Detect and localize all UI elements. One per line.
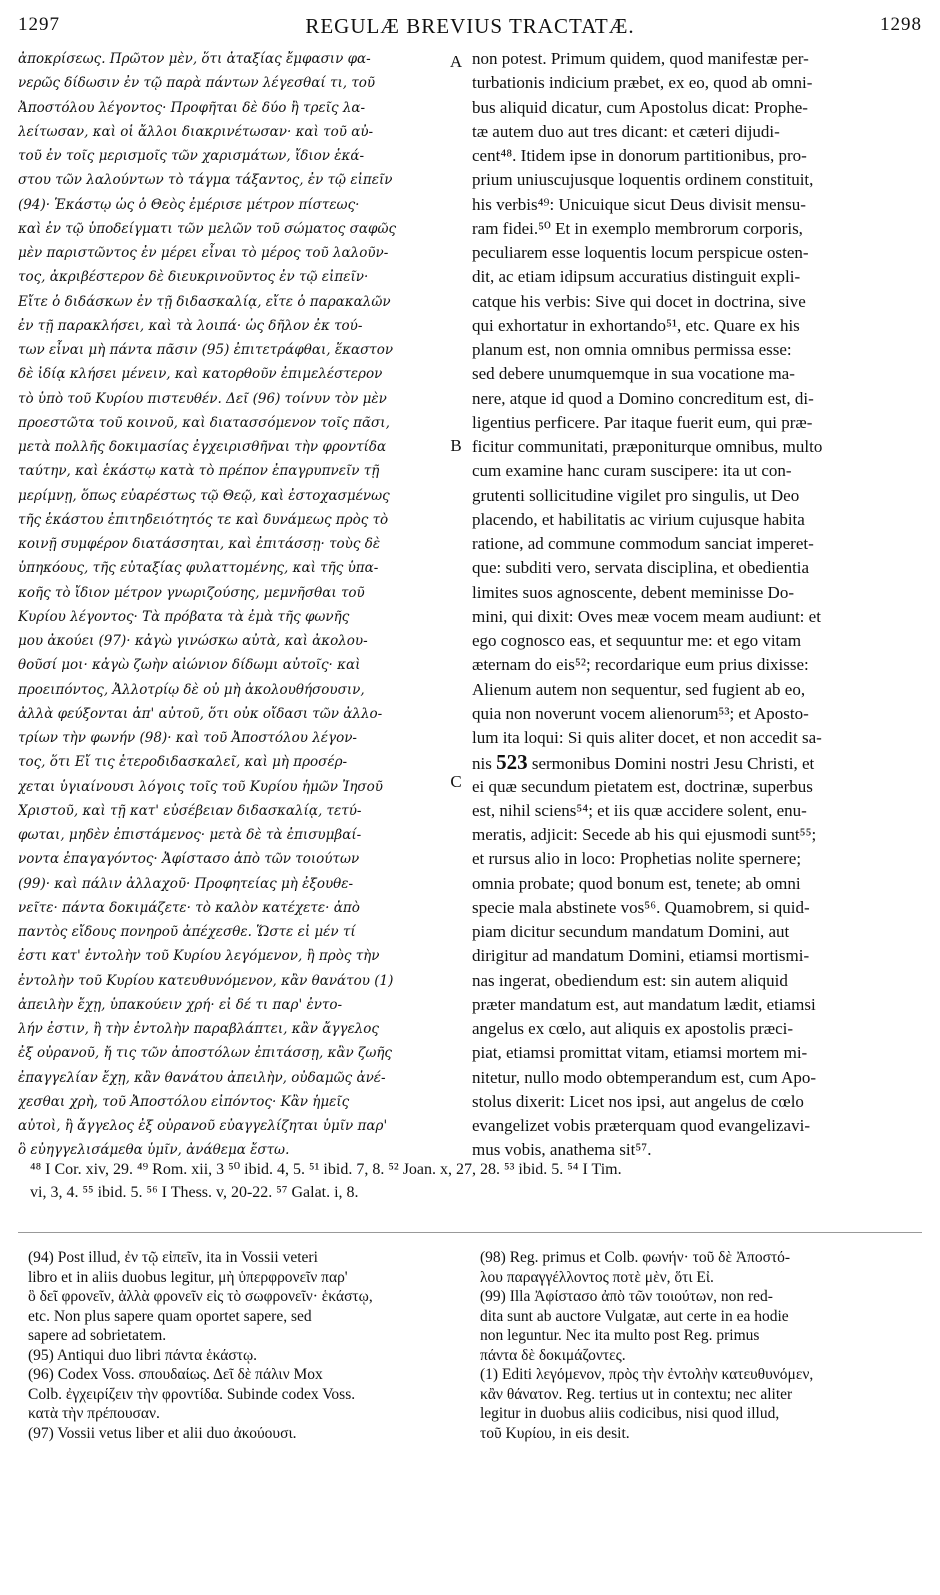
latin-text-line: ficitur communitati, præponiturque omnibus, multo [472,437,823,456]
latin-text-line: ei quæ secundum pietatem est, doctrinæ, superbus [472,776,813,796]
latin-text-line: tæ autem duo aut tres dicant: et cæteri dijudi- [472,121,780,141]
latin-text-line: cum examine hanc curam suscipere: ita ut con- [472,461,792,481]
latin-text-line: placendo, et habilitatis ac virium cujusque habita [472,509,805,529]
greek-text-line: ἐξ οὐρανοῦ, ἤ τις τῶν ἀποστόλων ἐπιτάσσῃ, κἂν ζωῆς [18,1045,392,1062]
latin-text-line: nas ingerat, obediendum est: sin autem aliquid [472,970,788,990]
latin-text-line: nis 523 sermonibus Domini nostri Jesu Christi, et [472,750,815,775]
greek-text-line: τρίων τὴν φωνήν (98)· καὶ τοῦ Ἀποστόλου λέγον- [18,730,357,746]
note-line: (1) Editi λεγόμενον, πρὸς τὴν ἐντολὴν κατευθυνόμεν, [480,1366,814,1383]
latin-text-line: ram fidei.⁵⁰ Et in exemplo membrorum corporis, [472,218,803,238]
greek-text-line: μερίμνῃ, ὅπως εὐαρέστως τῷ Θεῷ, καὶ ἐστοχασμένως [18,487,390,504]
reference-line: vi, 3, 4. ⁵⁵ ibid. 5. ⁵⁶ I Thess. v, 20-22. ⁵⁷ Galat. i, 8. [30,1184,359,1201]
greek-text-line: ἐν τῇ παρακλήσει, καὶ τὰ λοιπά· ὡς δῆλον ἐκ τού- [18,317,363,334]
latin-text-line: sed debere unumquemque in sua vocatione ma- [472,364,795,384]
latin-text-line: ego cognosco eas, et sequuntur me: et ego vitam [472,631,802,650]
page-number-right: 1298 [880,14,922,35]
greek-text-line: νοντα ἐπαγαγόντος· Ἀφίστασο ἀπὸ τῶν τοιούτων [18,851,360,868]
notes-divider [18,1232,922,1233]
note-line: Colb. ἐγχειρίζειν τὴν φροντίδα. Subinde codex Voss. [28,1385,356,1403]
running-header [18,10,922,44]
latin-text-line: prium uniuscujusque loquentis ordinem constituit, [472,170,814,190]
greek-text-line: ἀποκρίσεως. Πρῶτον μὲν, ὅτι ἀταξίας ἔμφασιν φα- [18,51,371,67]
greek-text-line: (99)· καὶ πάλιν ἀλλαχοῦ· Προφητείας μὴ ἐξουθε- [18,875,354,892]
greek-text-line: ἀλλὰ φεύξονται ἀπ' αὐτοῦ, ὅτι οὐκ οἴδασι τῶν ἀλλο- [18,705,383,722]
latin-text-line: ratione, ad commune commodum sanciat imperet- [472,534,814,553]
note-line: (97) Vossii vetus liber et alii duo ἀκούουσι. [28,1424,297,1442]
greek-text-line: νερῶς δίδωσιν ἐν τῷ παρὰ πάντων λέγεσθαί τι, τοῦ [18,75,376,92]
greek-text-line: ταύτην, καὶ ἑκάστῳ κατὰ τὸ πρέπον ἐπαγρυπνεῖν τῇ [18,463,380,480]
greek-text-line: αὐτοὶ, ἢ ἄγγελος ἐξ οὐρανοῦ εὐαγγελίζηται ὑμῖν παρ' [18,1118,388,1134]
latin-text-line: æternam do eis⁵²; recordarique eum prius dixisse: [472,655,809,675]
greek-text-line: στου τῶν λαλούντων τὸ τάγμα τάξαντος, ἐν τῷ εἰπεῖν [18,172,393,189]
note-line: etc. Non plus sapere quam oportet sapere, sed [28,1307,312,1325]
greek-text-line: μετὰ πολλῆς δοκιμασίας ἐγχειρισθῆναι τὴν φροντίδα [18,439,387,455]
greek-text-line: ἀπειλὴν ἔχῃ, ὑπακούειν χρή· εἰ δέ τι παρ' ἐντο- [18,996,343,1013]
greek-text-line: χεται ὑγιαίνουσι λόγοις τοῖς τοῦ Κυρίου ἡμῶν Ἰησοῦ [18,778,383,795]
latin-text-line: angelus ex cœlo, aut aliquis ex apostolis præci- [472,1019,794,1038]
latin-text-line: mus vobis, anathema sit⁵⁷. [472,1140,652,1160]
latin-text-line: catque his verbis: Sive qui docet in doctrina, sive [472,291,806,311]
greek-text-line: ἐπαγγελίαν ἔχῃ, κἂν θανάτου ἀπειλὴν, οὐδαμῶς ἀνέ- [18,1069,386,1086]
latin-text-line: est, nihil sciens⁵⁴; et iis quæ accidere solent, enu- [472,800,807,820]
latin-text-line: bus aliquid dicatur, cum Apostolus dicat: Prophe- [472,97,808,117]
greek-text-line: Ἀποστόλου λέγοντος· Προφῆται δὲ δύο ἢ τρεῖς λα- [18,99,366,116]
note-line: λου παραγγέλλοντος ποτὲ μὲν, ὅτι Εἰ. [480,1268,714,1286]
greek-text-line: χεσθαι χρὴ, τοῦ Ἀποστόλου εἰπόντος· Κἂν ἡμεῖς [18,1093,350,1110]
latin-text-line: dit, ac etiam idipsum accuratius distinguit expli- [472,267,801,287]
greek-text-line: φωται, μηδὲν ἐπιστάμενος· μετὰ δὲ τὰ ἐπισυμβαί- [18,827,362,843]
latin-text-line: Alienum autem non sequentur, sed fugient ab eo, [472,679,806,699]
greek-text-line: μὲν παριστῶντος ἐν μέρει εἶναι τὸ μέρος τοῦ λαλοῦν- [18,245,389,261]
latin-text-line: limites suos agnoscente, debent meminisse Do- [472,582,794,602]
greek-text-line: τῆς ἑκάστου ἐπιτηδειότητός τε καὶ δυνάμεως πρὸς τὸ [18,511,389,528]
page-number-left: 1297 [18,14,60,35]
note-line: κατὰ τὴν πρέπουσαν. [28,1405,160,1422]
greek-text-line: ὑπηκόους, τῆς εὐταξίας φυλαττομένης, καὶ τῆς ὑπα- [18,560,379,577]
latin-text-line: non potest. Primum quidem, quod manifestæ per- [472,49,809,68]
greek-text-line: ὃ εὐηγγελισάμεθα ὑμῖν, ἀνάθεμα ἔστω. [18,1142,290,1159]
latin-text-line: meratis, adjicit: Secede ab his qui ejusmodi sunt⁵⁵; [472,825,817,844]
greek-text-line: τος, ὅτι Εἴ τις ἑτεροδιδασκαλεῖ, καὶ μὴ προσέρ- [18,754,348,771]
latin-text-line: ligentius perficere. Par itaque fuerit eum, qui præ- [472,412,813,432]
greek-text-line: τὸ ὑπὸ τοῦ Κυρίου πιστευθέν. Δεῖ (96) τοίνυν τὸν μὲν [18,390,387,407]
latin-text-line: stolus dixerit: Licet nos ipsi, aut angelus de cœlo [472,1091,804,1111]
latin-text-line: peculiarem esse loquentis locum perspicue osten- [472,243,809,262]
column-number: 523 [496,750,528,775]
latin-text-line: specie mala abstinete vos⁵⁶. Quamobrem, si quid- [472,897,810,917]
latin-text-line: nere, atque id quod a Domino concreditum est, di- [472,388,814,408]
column-marker-a: A [449,52,463,71]
greek-text-line: θοῦσί μοι· κἀγὼ ζωὴν αἰώνιον δίδωμι αὐτοῖς· καὶ [18,657,361,674]
greek-text-line: τοῦ ἐν τοῖς μερισμοῖς τῶν χαρισμάτων, ἴδιον ἑκά- [18,148,365,164]
note-line: ὃ δεῖ φρονεῖν, ἀλλὰ φρονεῖν εἰς τὸ σωφρονεῖν· ἑκάστῳ, [28,1288,373,1305]
latin-text-line: grutenti sollicitudine vigilet pro singulis, ut Deo [472,485,800,505]
greek-text-line: των εἶναι μὴ πάντα πᾶσιν (95) ἐπιτετράφθαι, ἕκαστον [18,342,394,358]
latin-text-line: dirigitur ad mandatum Domini, etiamsi mortismi- [472,946,810,966]
greek-text-column [18,47,446,1163]
note-line: (98) Reg. primus et Colb. φωνήν· τοῦ δὲ Ἀποστό- [480,1249,791,1266]
reference-line: ⁴⁸ I Cor. xiv, 29. ⁴⁹ Rom. xii, 3 ⁵⁰ ibid. 4, 5. ⁵¹ ibid. 7, 8. ⁵² Joan. x, 27, 28. ⁵³ ibid. 5. ⁵⁴ I Tim. [30,1161,622,1178]
latin-text-line: his verbis⁴⁹: Unicuique sicut Deus divisit mensu- [472,194,806,214]
latin-text-line: evangelizet vobis præterquam quod evangelizavi- [472,1116,810,1135]
greek-text-line: μου ἀκούει (97)· κἀγὼ γινώσκω αὐτὰ, καὶ ἀκολου- [18,633,368,649]
note-line: legitur in duobus aliis codicibus, nisi quod illud, [480,1405,780,1422]
latin-text-line: piat, etiamsi promittat vitam, etiamsi mortem mi- [472,1043,808,1063]
greek-text-line: ἐντολὴν τοῦ Κυρίου κατευθυνόμενον, κἂν θανάτου (1) [18,972,394,989]
latin-text-line: lum ita loqui: Si quis aliter docet, et non accedit sa- [472,728,822,747]
latin-text-line: et rursus alio in loco: Prophetias nolite spernere; [472,849,802,869]
greek-text-line: λήν ἐστιν, ἢ τὴν ἐντολὴν παραβλάπτει, κἂν ἄγγελος [18,1021,379,1037]
greek-text-line: παντὸς εἴδους πονηροῦ ἀπέχεσθε. Ὥστε εἰ μέν τί [18,924,356,940]
latin-text-line: omnia probate; quod bonum est, tenete; ab omni [472,873,801,893]
greek-text-line: (94)· Ἑκάστῳ ὡς ὁ Θεὸς ἐμέρισε μέτρον πίστεως· [18,196,360,213]
greek-text-line: τος, ἀκριβέστερον δὲ διευκρινοῦντος ἐν τῷ εἰπεῖν· [18,269,369,286]
greek-text-line: κοινῇ συμφέρον διατάσσηται, καὶ ἐπιτάσσῃ· τοὺς δὲ [18,536,381,552]
note-line: (95) Antiqui duo libri πάντα ἑκάστῳ. [28,1346,258,1364]
latin-text-line: que: subditi vero, servata disciplina, et obedientia [472,558,810,578]
greek-text-line: νεῖτε· πάντα δοκιμάζετε· τὸ καλὸν κατέχετε· ἀπὸ [18,899,360,916]
critical-notes-right [480,1248,920,1443]
note-line: κἂν θάνατον. Reg. tertius ut in contextu; nec aliter [480,1385,793,1403]
greek-text-line: Εἴτε ὁ διδάσκων ἐν τῇ διδασκαλίᾳ, εἴτε ὁ παρακαλῶν [18,293,391,310]
latin-text-line: mini, qui dixit: Oves meæ vocem meam audiunt: et [472,606,821,626]
greek-text-line: λείτωσαν, καὶ οἱ ἄλλοι διακρινέτωσαν· καὶ τοῦ αὐ- [18,123,374,140]
note-line: τοῦ Κυρίου, in eis desit. [480,1424,630,1442]
latin-text-line: turbationis indicium præbet, ex eo, quod ab omni- [472,73,813,93]
latin-text-line: cent⁴⁸. Itidem ipse in donorum partitionibus, pro- [472,146,807,165]
greek-text-line: Χριστοῦ, καὶ τῇ κατ' εὐσέβειαν διδασκαλίᾳ, τετύ- [18,802,362,819]
greek-text-line: προεστῶτα τοῦ κοινοῦ, καὶ διατασσόμενον τοῖς πᾶσι, [18,414,390,431]
latin-text-line: præter mandatum est, aut mandatum lædit, etiamsi [472,994,816,1014]
note-line: libro et in aliis duobus legitur, μὴ ὑπερφρονεῖν παρ' [28,1268,348,1286]
column-marker-c: C [450,772,462,791]
latin-text-column [472,47,924,1163]
greek-text-line: Κυρίου λέγοντος· Τὰ πρόβατα τὰ ἐμὰ τῆς φωνῆς [18,608,350,625]
note-line: (94) Post illud, ἐν τῷ εἰπεῖν, ita in Vossii veteri [28,1249,318,1266]
latin-text-line: qui exhortatur in exhortando⁵¹, etc. Quare ex his [472,315,800,335]
latin-text-line: piam dicitur secundum mandatum Domini, aut [472,922,790,941]
scripture-references [30,1158,920,1204]
note-line: (96) Codex Voss. σπουδαίως. Δεῖ δὲ πάλιν Mox [28,1366,323,1383]
note-line: (99) Illa Ἀφίστασο ἀπὸ τῶν τοιούτων, non red- [480,1288,773,1305]
note-line: dita sunt ab auctore Vulgatæ, aut certe in ea hodie [480,1307,789,1325]
greek-text-line: καὶ ἐν τῷ ὑποδείγματι τῶν μελῶν τοῦ σώματος σαφῶς [18,220,397,237]
note-line: non leguntur. Nec ita multo post Reg. primus [480,1327,760,1344]
greek-text-line: προειπόντος, Ἀλλοτρίῳ δὲ οὐ μὴ ἀκολουθήσουσιν, [18,681,365,698]
greek-text-line: ἐστι κατ' ἐντολὴν τοῦ Κυρίου λεγόμενον, ἢ πρὸς τὴν [18,948,380,965]
note-line: sapere ad sobrietatem. [28,1327,167,1344]
column-marker-b: B [450,436,462,455]
note-line: πάντα δὲ δοκιμάζοντες. [480,1346,626,1364]
greek-text-line: κοῆς τὸ ἴδιον μέτρον γνωριζούσης, μεμνῆσθαι τοῦ [18,584,365,601]
latin-text-line: nitetur, nullo modo obtemperandum est, cum Apo- [472,1067,816,1087]
greek-text-line: δὲ ἰδίᾳ κλήσει μένειν, καὶ κατορθοῦν ἐπιμελέστερον [18,366,383,383]
latin-text-line: planum est, non omnia omnibus permissa esse: [472,340,792,359]
critical-notes-left [28,1248,458,1443]
running-title: REGULÆ BREVIUS TRACTATÆ. [305,14,635,38]
latin-text-line: quia non noverunt vocem alienorum⁵³; et Aposto- [472,703,809,723]
